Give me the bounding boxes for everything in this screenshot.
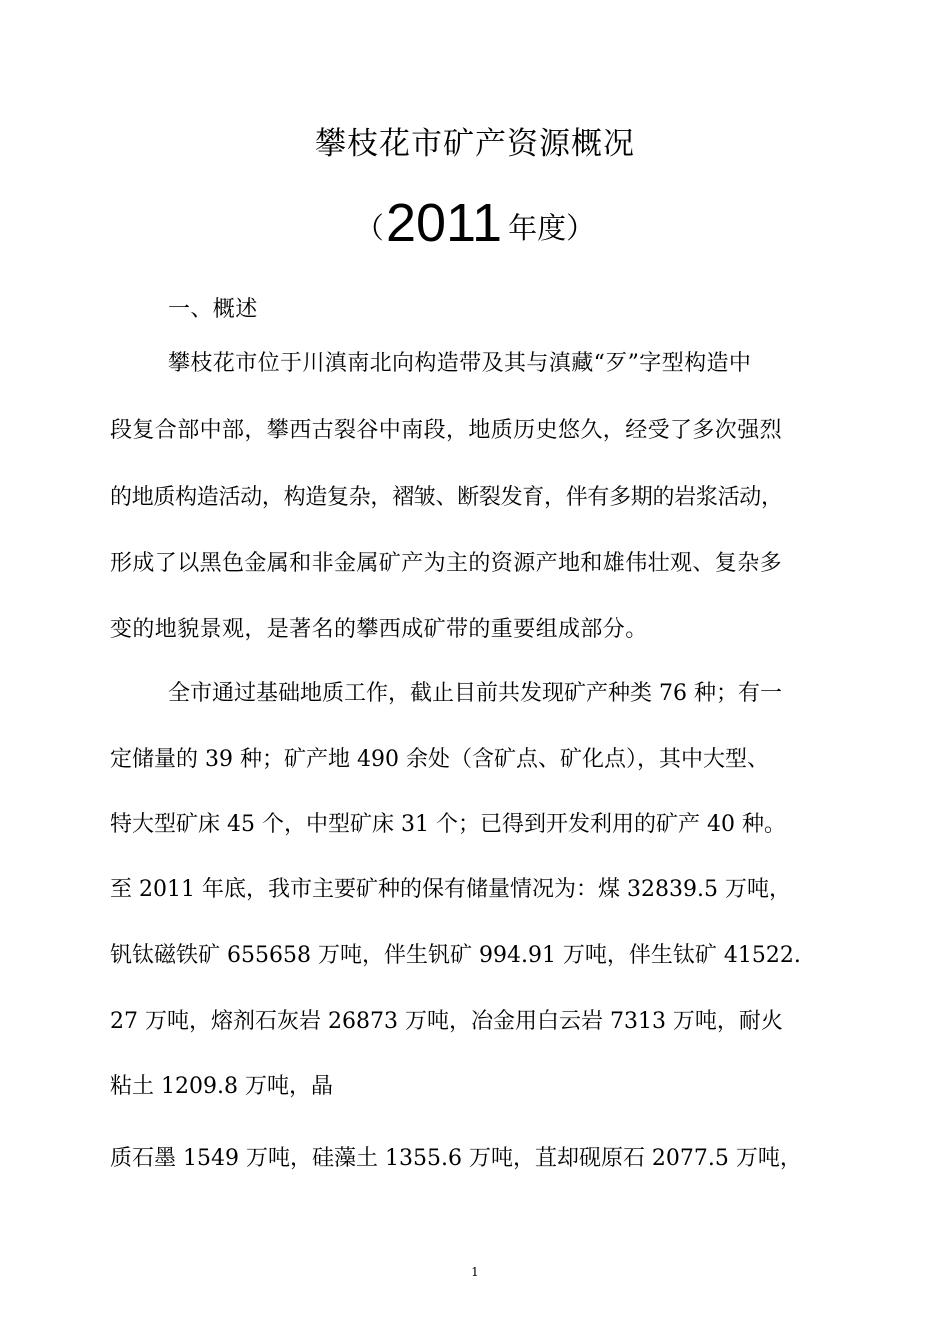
body-line: 段复合部中部，攀西古裂谷中南段，地质历史悠久，经受了多次强烈: [110, 418, 783, 443]
page-number: 1: [471, 1265, 479, 1279]
body-line: 的地质构造活动，构造复杂，褶皱、断裂发育，伴有多期的岩浆活动，: [110, 485, 783, 510]
subtitle-year: 2011: [385, 193, 503, 253]
body-line: 变的地貌景观，是著名的攀西成矿带的重要组成部分。: [110, 617, 648, 642]
body-line: 特大型矿床 45 个，中型矿床 31 个；已得到开发利用的矿产 40 种。: [110, 812, 786, 837]
body-line: 质石墨 1549 万吨，硅藻土 1355.6 万吨，苴却砚原石 2077.5 万吨，: [110, 1146, 802, 1171]
document-subtitle: [0, 192, 950, 259]
body-line: 定储量的 39 种；矿产地 490 余处（含矿点、矿化点），其中大型、: [110, 747, 769, 772]
body-line: 粘土 1209.8 万吨，晶: [110, 1074, 333, 1099]
body-line: 钒钛磁铁矿 655658 万吨，伴生钒矿 994.91 万吨，伴生钛矿 41522.: [110, 943, 801, 968]
body-line: 全市通过基础地质工作，截止目前共发现矿产种类 76 种；有一: [168, 681, 782, 706]
body-line: 攀枝花市位于川滇南北向构造带及其与滇藏“歹”字型构造中: [168, 351, 752, 376]
subtitle-open-paren: （: [354, 211, 384, 245]
document-title: 攀枝花市矿产资源概况: [315, 126, 635, 162]
subtitle-suffix: 年度）: [508, 211, 596, 245]
body-line: 形成了以黑色金属和非金属矿产为主的资源产地和雄伟壮观、复杂多: [110, 551, 783, 576]
section-heading: 一、概述: [168, 297, 258, 322]
body-line: 至 2011 年底，我市主要矿种的保有储量情况为：煤 32839.5 万吨，: [110, 877, 791, 902]
body-line: 27 万吨，熔剂石灰岩 26873 万吨，冶金用白云岩 7313 万吨，耐火: [110, 1009, 783, 1034]
